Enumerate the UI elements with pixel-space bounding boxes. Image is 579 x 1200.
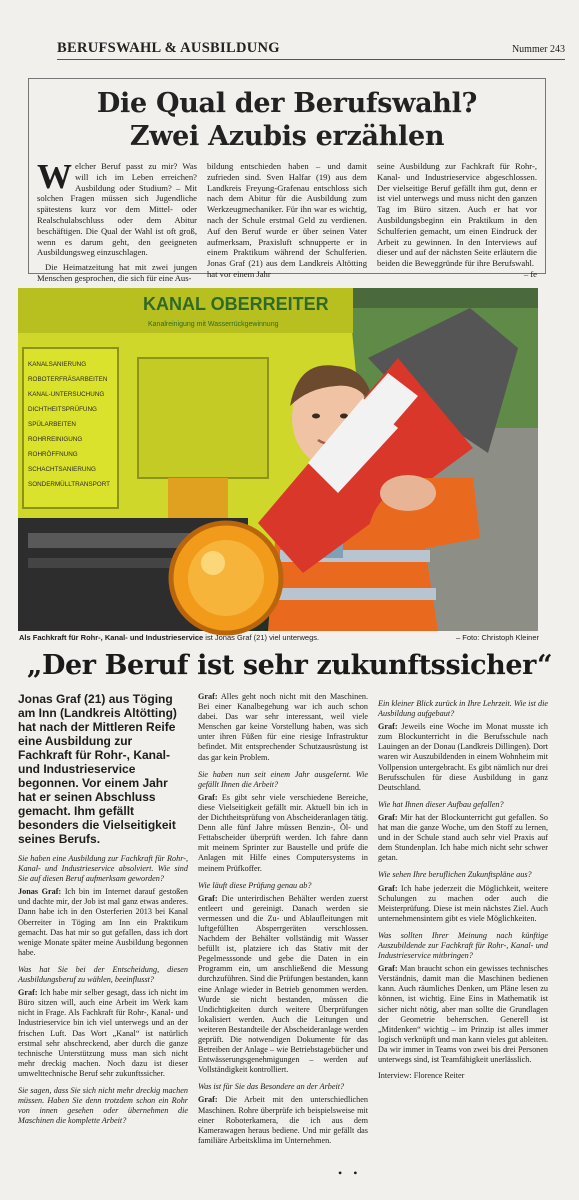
speaker: Graf: (198, 893, 218, 903)
caption-rest: ist Jonas Graf (21) viel unterwegs. (203, 633, 320, 642)
truck-list-item: SONDERMÜLLTRANSPORT (28, 481, 110, 488)
answer (198, 1095, 368, 1145)
answer (198, 692, 368, 763)
speaker: Graf: (378, 812, 398, 822)
question: Ein kleiner Blick zurück in Ihre Lehrzeit. Wie ist die Ausbildung aufgebaut? (378, 699, 548, 719)
truck-list-item: SPÜLARBEITEN (28, 421, 76, 428)
answer-text: Man braucht schon ein gewisses technisches Verständnis, damit man die Maschinen bedienen kann. Auch räumliches Denken, um Pläne lesen zu können, ist wichtig. Eine Eins in Mathematik ist sicher nicht nötig, aber man sollte die Grundlagen der Geometrie beherrschen. Generell ist „Mitdenken“ wichtig – im Prinzip ist alles immer logisch verknüpft und man kann vieles gut ableiten. Da wir immer in Teams von zwei bis drei Personen unterwegs sind, ist Teamfähigkeit unerlässlich. (378, 964, 548, 1064)
truck-list-item: ROHRÖFFNUNG (28, 451, 78, 458)
intro-text-1: elcher Beruf passt zu mir? Was will ich im Leben erreichen? Ausbildung oder Studium? – Mit solchen Fragen müssen sich Jugendliche spätestens kurz vor dem Mittel- oder Realschulabschluss oder dem Abitur beschäftigen. Die Qual der Wahl ist oft groß, wenn es darum geht, den geeigneten Ausbildungsweg einzuschlagen. (37, 161, 197, 258)
drop-cap: W (37, 157, 72, 196)
page-header (57, 40, 565, 60)
answer-text: Jeweils eine Woche im Monat musste ich zum Blockunterricht in die Berufsschule nach Lauingen an der Donau (Landkreis Dillingen). Dort waren wir Auszubildenden in einem Wohnheim mit Vollpension untergebracht. Es gibt nämlich nur drei Berufsschulen für diese Ausbildung in ganz Deutschland. (378, 722, 548, 792)
interview-col-1 (18, 692, 188, 1162)
truck-brand: KANAL OBERREITER (143, 294, 329, 314)
continuation-dots: • • (338, 1166, 362, 1180)
question: Sie haben eine Ausbildung zur Fachkraft für Rohr-, Kanal- und Industrieservice absolviert. Wie sind Sie auf diesen Beruf aufmerksam geworden? (18, 854, 188, 884)
answer-text: Die Arbeit mit den unterschiedlichen Maschinen. Rohre überprüfe ich beispielsweise mit einer Roboterkamera, die ich aus dem Kamerawagen heraus bediene. Und mir gefällt das familiäre Arbeitsklima im Unternehmen. (198, 1095, 368, 1145)
intro-title-line1: Die Qual der Berufswahl? (96, 88, 478, 119)
answer-text: Ich habe jederzeit die Möglichkeit, weitere Schulungen zu machen oder auch die Meisterprüfung. Diese ist mein nächstes Ziel. Auch unternehmensintern gibt es viele Möglichkeiten. (378, 883, 548, 923)
intro-box (28, 78, 546, 283)
intro-signature: – fe (523, 268, 537, 279)
interview-headline: „Der Beruf ist sehr zukunftssicher“ (26, 650, 553, 681)
answer-text: Ich habe mir selber gesagt, dass ich nicht im Büro sitzen will, auch eine Arbeit im Werk kam nicht in Frage. Als Fachkraft für Rohr-, Kanal- und Industrieservice bin ich viel unterwegs und an der frischen Luft. Das Wort „Kanal“ ist natürlich erstmal sehr abschreckend, aber durch die ganze technische Unterstützung muss man sich nicht mehr dreckig machen. Noch dazu ist dieser umwelttechnische Beruf sehr zukunftssicher. (18, 988, 188, 1078)
intro-text-1b: Die Heimatzeitung hat mit zwei jungen Menschen gesprochen, die sich für eine Aus- (37, 262, 197, 283)
answer (378, 884, 548, 924)
speaker: Graf: (378, 883, 398, 893)
answer-text: Mir hat der Blockunterricht gut gefallen. So hat man die ganze Woche, um den Stoff zu lernen, und in der Schule stand auch sehr viel Praxis auf dem Stundenplan. Ich habe mich nicht sehr schwer getan. (378, 812, 548, 863)
speaker: Graf: (378, 964, 398, 974)
question: Sie sagen, dass Sie sich nicht mehr dreckig machen müssen. Haben Sie denn trotzdem schon ein Rohr von innen gesehen oder übernehmen die Maschinen die komplette Arbeit? (18, 1085, 188, 1126)
answer (18, 988, 188, 1079)
question: Sie haben nun seit einem Jahr ausgelernt. Wie gefällt Ihnen die Arbeit? (198, 769, 368, 789)
issue-number: Nummer 243 (511, 44, 565, 55)
question: Was ist für Sie das Besondere an der Arbeit? (198, 1082, 345, 1092)
answer (378, 964, 548, 1065)
intro-text-2: bildung entschieden haben – und damit zufrieden sind. Sven Halfar (19) aus dem Landkreis Freyung-Grafenau entschloss sich nach dem Abitur für die Ausbildung zum Werkzeugmechaniker. Für ihn war es wichtig, nach der Schule erstmal Geld zu verdienen. Auf den Beruf wurde er über seinen Vater aufmerksam, Praxisluft schnupperte er in einem Praktikum während der Schulferien. Jonas Graf (21) aus dem Landkreis Altötting hat vor einem Jahr (207, 161, 367, 279)
section-title: BERUFSWAHL & AUSBILDUNG (57, 40, 280, 56)
truck-list-item: KANAL-UNTERSUCHUNG (28, 391, 105, 398)
photo-credit: – Foto: Christoph Kleiner (456, 633, 539, 642)
photo-caption (19, 633, 539, 642)
question: Was hat Sie bei der Entscheidung, diesen Ausbildungsberuf zu wählen, beeinflusst? (18, 964, 188, 985)
truck-list-item: SCHACHTSANIERUNG (28, 466, 96, 473)
speaker: Graf: (198, 692, 218, 701)
question: Wie hat Ihnen dieser Aufbau gefallen? (378, 799, 504, 809)
truck-list-item: ROBOTERFRÄSARBEITEN (28, 376, 108, 383)
speaker: Graf: (198, 792, 218, 802)
interview-credit: Interview: Florence Reiter (378, 1071, 465, 1081)
intro-col-3 (377, 161, 537, 279)
question: Wie läuft diese Prüfung genau ab? (198, 880, 312, 890)
truck-list-item: KANALSANIERUNG (28, 361, 87, 368)
truck-list-item: DICHTHEITSPRÜFUNG (28, 406, 97, 413)
caption-bold: Als Fachkraft für Rohr-, Kanal- und Industrieservice (19, 633, 204, 642)
speaker: Graf: (18, 988, 38, 998)
speaker: Graf: (378, 722, 398, 732)
question: Wie sehen Ihre beruflichen Zukunftspläne aus? (378, 870, 532, 880)
intro-columns (37, 157, 537, 283)
answer-text: Alles geht noch nicht mit den Maschinen. Bei einer Kanalbegehung war ich auch schon dabei. Das war sehr interessant, weil viele Menschen gar keine Vorstellung haben, was sich unter ihren Füßen für eine riesige Infrastruktur befindet. Mit entsprechender Schutzausrüstung ist das gar kein Problem. (198, 692, 368, 762)
answer (378, 813, 548, 863)
question: Was sollten Ihrer Meinung nach künftige Auszubildende zur Fachkraft für Rohr-, Kanal- und Industrieservice mitbringen? (378, 930, 548, 961)
answer (18, 887, 188, 958)
answer (378, 722, 548, 793)
answer-text: Ich bin im Internet darauf gestoßen und dachte mir, der Job ist mal ganz etwas anderes. Dann habe ich in den Osterferien 2013 bei Kanal Oberreiter in Töging am Inn ein Praktikum gemacht. Das hat mir so gut gefallen, dass ich dort wenige Monate später meine Ausbildung begonnen habe. (18, 887, 188, 957)
answer (198, 894, 368, 1076)
truck-subtitle: Kanalreinigung mit Wasserrückgewinnung (148, 321, 279, 328)
article-photo (18, 288, 538, 631)
answer-text: Die unterirdischen Behälter werden zuerst entleert und gereinigt. Danach werden sie vermessen und die Zu- und Ablaufleitungen mit luftgefüllten Absperrgeräten verschlossen. Nachdem der Behälter vollständig mit Wasser befüllt ist, platziere ich das Stativ mit der Pegelmesssonde und gebe die Daten in ein Programm ein, um anschließend die Messung durchzuführen. Sind die Prüfungen bestanden, kann eine Anlage wieder in Betrieb genommen werden. Wurde sie nicht bestanden, müssen die Undichtigkeiten durch weitere Überprüfungen lokalisiert werden. Auch die Leitungen und weiteren Bestandteile der Abscheideranlage werden geprüft. Die notwendigen Dokumente für das Betreiben der Anlage – wie Betriebstagebücher und Entwässerungsgenehmigungen – werden auf Vollständigkeit kontrolliert. (198, 893, 368, 1075)
intro-col-2 (207, 161, 367, 279)
interview-col-3 (378, 692, 548, 1162)
photo-illustration (18, 288, 538, 631)
caption-text (19, 633, 319, 642)
intro-title-line2: Zwei Azubis erzählen (129, 121, 445, 152)
interview-lead: Jonas Graf (21) aus Töging am Inn (Landkreis Altötting) hat nach der Mittleren Reife eine Ausbildung zur Fachkraft für Rohr-, Kanal- und Industrieservice begonnen. Vor einem Jahr hat er seinen Abschluss gemacht. Ihm gefällt besonders die Vielseitigkeit seines Berufs. (18, 692, 177, 846)
answer-text: Es gibt sehr viele verschiedene Bereiche, diese Vielseitigkeit gefällt mir. Aktuell bin ich in der Dichtheitsprüfung von Abscheideranlagen tätig. Denn alle fünf Jahre müssen Benzin-, Öl- und Fettabscheider überprüft werden. Ich fahre dann mit meinem Sprinter zur Baustelle und prüfe die Anlagen mit Hilfe eines Computersystems in meinem Prüfkoffer. (198, 792, 368, 873)
interview-col-2 (198, 692, 368, 1162)
answer (198, 793, 368, 874)
interview-columns (18, 692, 548, 1162)
truck-list-item: ROHRREINIGUNG (28, 436, 83, 443)
speaker: Jonas Graf: (18, 887, 62, 897)
intro-text-3: seine Ausbildung zur Fachkraft für Rohr-, Kanal- und Industrieservice abgeschlossen. Der vielseitige Beruf gefällt ihm gut, denn er ist viel unterwegs und muss nicht den ganzen Tag im Büro sitzen. Auch er hat vor Ausbildungsbeginn ein Praktikum in den Schulferien gemacht, um einen Eindruck der Arbeit zu gewinnen. In den Interviews auf dieser und auf der nächsten Seite erläutern die beiden die Beweggründe für ihre Berufswahl. (377, 161, 537, 269)
speaker: Graf: (198, 1095, 218, 1105)
intro-col-1 (37, 157, 197, 283)
